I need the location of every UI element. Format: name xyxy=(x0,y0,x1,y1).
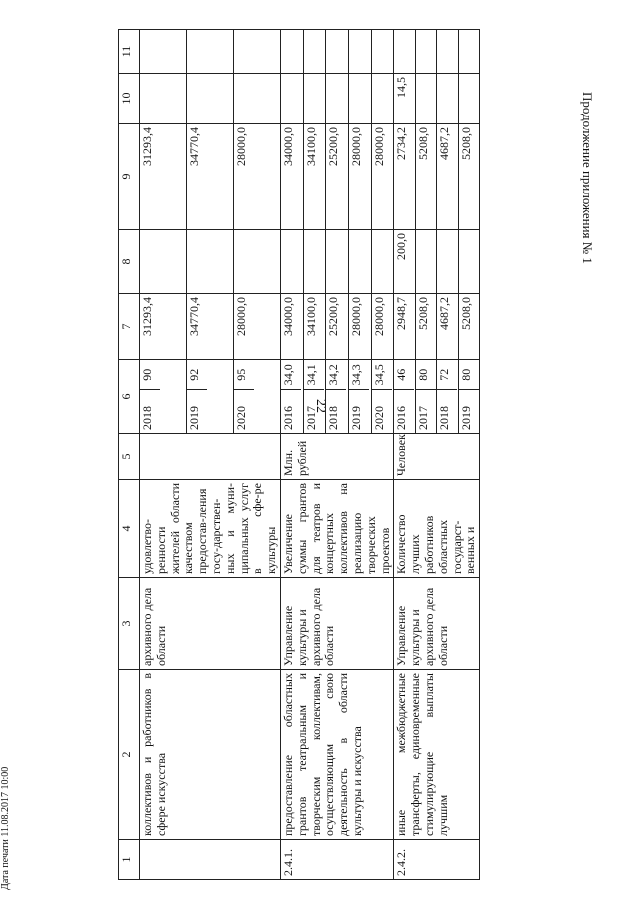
cell-col10 xyxy=(458,74,479,124)
rotated-table-area xyxy=(118,30,588,880)
cell-col2: предоставление областных грантов театральным и творческим коллективам, осуществляющим свою деятельность в области культуры и искусства xyxy=(280,670,393,840)
cell-year-value xyxy=(394,360,415,434)
cell-col11 xyxy=(348,30,371,74)
cell-col7: 28000,0 xyxy=(348,294,371,360)
cell-col11 xyxy=(415,30,436,74)
header-cell: 5 xyxy=(119,434,140,480)
cell-col8 xyxy=(326,230,349,294)
cell-col6: 34,0 xyxy=(280,364,295,386)
cell-col11 xyxy=(437,30,458,74)
cell-col2: коллективов и работников в сфере искусства xyxy=(140,670,281,840)
cell-col9: 31293,4 xyxy=(140,124,187,230)
cell-col8 xyxy=(186,230,233,294)
cell-col3: архивного дела области xyxy=(140,578,281,670)
cell-col8 xyxy=(458,230,479,294)
cell-col8 xyxy=(280,230,303,294)
cell-col8 xyxy=(233,230,280,294)
cell-col5: Человек xyxy=(394,434,480,480)
cell-col6: 34,5 xyxy=(371,364,386,386)
table-row xyxy=(140,30,187,880)
cell-col9: 28000,0 xyxy=(348,124,371,230)
cell-year-value xyxy=(303,360,326,434)
cell-col6: 34,1 xyxy=(303,364,318,386)
header-cell: 11 xyxy=(119,30,140,74)
cell-col10 xyxy=(233,74,280,124)
cell-col8: 200,0 xyxy=(394,230,415,294)
cell-col10 xyxy=(186,74,233,124)
header-cell: 1 xyxy=(119,840,140,880)
cell-year-value xyxy=(437,360,458,434)
cell-col4: удовлетво-ренности жителей области качеством предостав-ления госу-дарствен-ных и муни-ципальных услуг в сфе-ре культуры xyxy=(140,480,281,578)
cell-col9: 2734,2 xyxy=(394,124,415,230)
cell-col10 xyxy=(348,74,371,124)
table-body xyxy=(140,30,480,880)
cell-col10 xyxy=(371,74,394,124)
cell-col8 xyxy=(437,230,458,294)
header-cell: 6 xyxy=(119,360,140,434)
cell-col11 xyxy=(140,30,187,74)
header-cell: 3 xyxy=(119,578,140,670)
cell-col8 xyxy=(303,230,326,294)
cell-col9: 34770,4 xyxy=(186,124,233,230)
cell-col1: 2.4.2. xyxy=(394,840,480,880)
cell-col9: 34000,0 xyxy=(280,124,303,230)
header-cell: 7 xyxy=(119,294,140,360)
header-cell: 10 xyxy=(119,74,140,124)
cell-col6: 72 xyxy=(437,368,452,381)
cell-year-value xyxy=(326,360,349,434)
cell-col11 xyxy=(280,30,303,74)
cell-col8 xyxy=(348,230,371,294)
cell-col9: 4687,2 xyxy=(437,124,458,230)
cell-col7: 2948,7 xyxy=(394,294,415,360)
cell-col9: 25200,0 xyxy=(326,124,349,230)
cell-col6: 92 xyxy=(186,368,201,381)
cell-col6: 34,3 xyxy=(348,364,363,386)
cell-col7: 25200,0 xyxy=(326,294,349,360)
table-row xyxy=(394,30,415,880)
cell-col9: 28000,0 xyxy=(233,124,280,230)
cell-year-value xyxy=(371,360,394,434)
cell-col9: 34100,0 xyxy=(303,124,326,230)
cell-col9: 5208,0 xyxy=(415,124,436,230)
cell-col10 xyxy=(303,74,326,124)
cell-col11 xyxy=(303,30,326,74)
header-cell: 9 xyxy=(119,124,140,230)
cell-year: 2019 xyxy=(459,390,479,433)
cell-col5 xyxy=(140,434,281,480)
cell-col10 xyxy=(326,74,349,124)
cell-col11 xyxy=(233,30,280,74)
cell-col10: 14,5 xyxy=(394,74,415,124)
cell-year: 2016 xyxy=(281,390,301,433)
cell-col3: Управление культуры и архивного дела области xyxy=(280,578,393,670)
cell-col8 xyxy=(140,230,187,294)
cell-col11 xyxy=(186,30,233,74)
cell-col9: 5208,0 xyxy=(458,124,479,230)
cell-col4: Количество лучших работников областных государст-венных и xyxy=(394,480,480,578)
cell-col1 xyxy=(140,840,281,880)
cell-year-value xyxy=(280,360,303,434)
cell-year-value xyxy=(233,360,280,434)
cell-col10 xyxy=(415,74,436,124)
cell-col10 xyxy=(140,74,187,124)
cell-col10 xyxy=(437,74,458,124)
cell-col7: 34100,0 xyxy=(303,294,326,360)
cell-year-value xyxy=(348,360,371,434)
cell-year: 2020 xyxy=(234,390,254,433)
header-row xyxy=(119,30,140,880)
table-row xyxy=(280,30,303,880)
cell-year-value xyxy=(186,360,233,434)
cell-col7: 28000,0 xyxy=(371,294,394,360)
cell-year-value xyxy=(458,360,479,434)
cell-year: 2018 xyxy=(326,390,346,433)
page-number: 22 xyxy=(313,399,328,413)
cell-col6: 90 xyxy=(140,368,154,381)
cell-year: 2018 xyxy=(140,390,160,433)
cell-col3: Управление культуры и архивного дела области xyxy=(394,578,480,670)
cell-year-value xyxy=(415,360,436,434)
header-cell: 8 xyxy=(119,230,140,294)
cell-year: 2017 xyxy=(304,390,324,433)
cell-col7: 31293,4 xyxy=(140,294,187,360)
cell-year: 2020 xyxy=(372,390,392,433)
cell-year: 2017 xyxy=(416,390,436,433)
cell-col7: 34000,0 xyxy=(280,294,303,360)
cell-col6: 34,2 xyxy=(326,364,341,386)
cell-col11 xyxy=(458,30,479,74)
data-table xyxy=(118,29,480,880)
header-cell: 2 xyxy=(119,670,140,840)
cell-year: 2018 xyxy=(437,390,457,433)
cell-col10 xyxy=(280,74,303,124)
cell-col7: 5208,0 xyxy=(458,294,479,360)
cell-col9: 28000,0 xyxy=(371,124,394,230)
cell-col7: 28000,0 xyxy=(233,294,280,360)
cell-col11 xyxy=(371,30,394,74)
cell-col7: 4687,2 xyxy=(437,294,458,360)
cell-col11 xyxy=(394,30,415,74)
cell-col11 xyxy=(326,30,349,74)
cell-year: 2019 xyxy=(349,390,369,433)
cell-col6: 95 xyxy=(233,368,248,381)
cell-col4: Увеличение суммы грантов для театров и концертных коллективов на реализацию творческих проектов xyxy=(280,480,393,578)
cell-col6: 46 xyxy=(394,368,409,381)
cell-col7: 5208,0 xyxy=(415,294,436,360)
annex-title: Продолжение приложения № 1 xyxy=(580,92,595,264)
cell-col2: иные межбюджетные трансферты, единовременные стимулирующие выплаты лучшим xyxy=(394,670,480,840)
cell-col7: 34770,4 xyxy=(186,294,233,360)
header-cell: 4 xyxy=(119,480,140,578)
cell-col5: Млн. рублей xyxy=(280,434,393,480)
cell-year-value xyxy=(140,360,187,434)
print-date: Дата печати 11.08.2017 10:00 xyxy=(0,766,11,890)
cell-year: 2019 xyxy=(187,390,207,433)
cell-col1: 2.4.1. xyxy=(280,840,393,880)
cell-col6: 80 xyxy=(458,368,473,381)
cell-col6: 80 xyxy=(415,368,430,381)
cell-col8 xyxy=(415,230,436,294)
cell-col8 xyxy=(371,230,394,294)
cell-year: 2016 xyxy=(394,390,414,433)
